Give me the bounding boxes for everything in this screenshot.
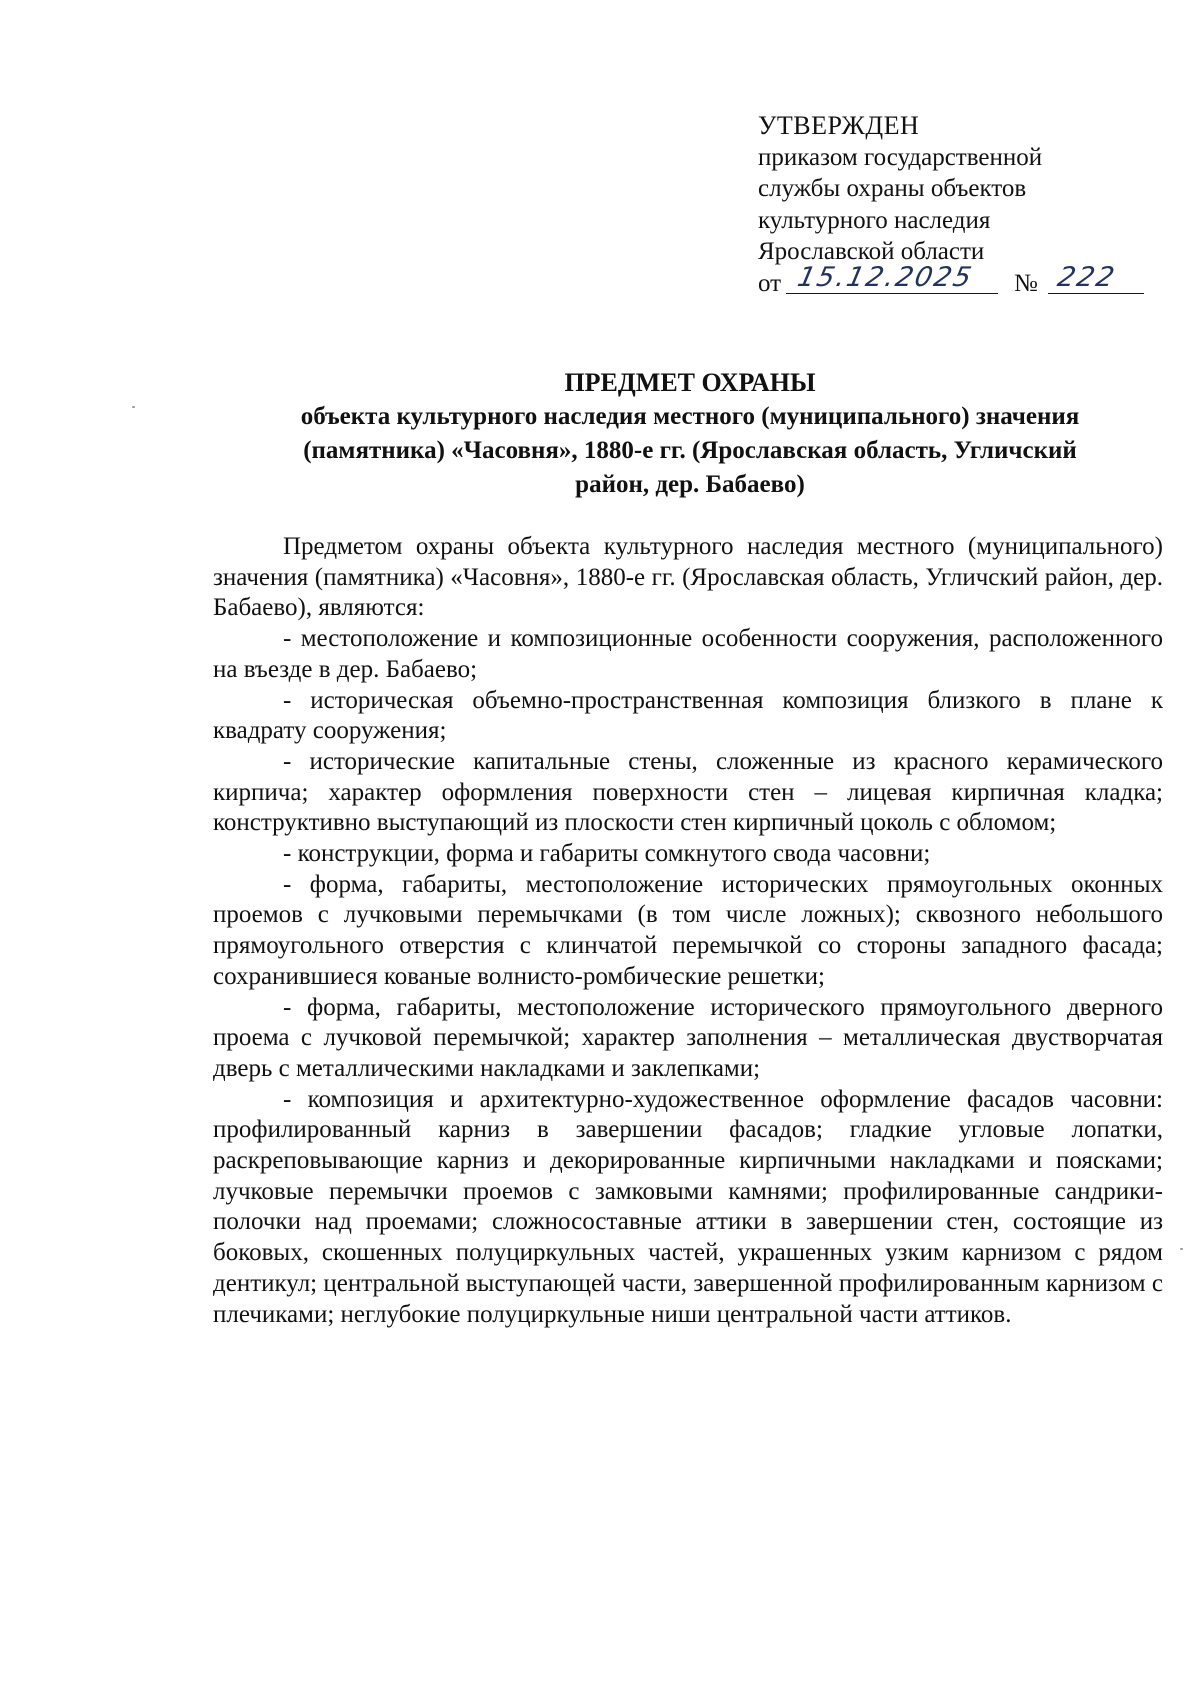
body-paragraph: Предметом охраны объекта культурного наследия местного (муниципального) значения (памятника) «Часовня», 1880-е гг. (Ярославская область, Угличский район, дер. Бабаево), являются: — [213, 533, 1163, 622]
body-paragraph: - исторические капитальные стены, сложенные из красного керамического кирпича; характер оформления поверхности стен – лицевая кирпичная кладка; конструктивно выступающий из плоскости стен кирпичный цоколь с обломом; — [213, 747, 1163, 837]
date-prefix: от — [758, 269, 782, 297]
approval-date-line — [758, 261, 1158, 302]
approval-line: Ярославской области — [758, 238, 985, 265]
approval-line: приказом государственной — [758, 143, 1043, 171]
approval-line: службы охраны объектов — [758, 175, 1027, 202]
approval-line: культурного наследия — [758, 206, 991, 234]
body-paragraph: - композиция и архитектурно-художественное оформление фасадов часовни: профилированный карниз в завершении фасадов; гладкие угловые лопатки, раскреповывающие карниз и декорированные кирпичными накладками и поясками; лучковые перемычки проемов с замковыми камнями; профилированные сандрики-полочки над проемами; сложносоставные аттики в завершении стен, состоящие из боковых, скошенных полуциркульных частей, украшенных узким карнизом с рядом дентикул; центральной выступающей части, завершенной профилированным карнизом с плечиками; неглубокие полуциркульные ниши центральной части аттиков. — [213, 1085, 1163, 1328]
scan-speck — [1180, 1248, 1183, 1250]
scan-speck — [132, 406, 135, 408]
document-heading — [210, 366, 1170, 502]
body-paragraph: - форма, габариты, местоположение исторических прямоугольных оконных проемов с лучковыми перемычками (в том числе ложных); сквозного небольшого прямоугольного отверстия с клинчатой перемычкой со стороны западного фасада; сохранившиеся кованые волнисто-ромбические решетки; — [213, 870, 1163, 990]
body-paragraph: - форма, габариты, местоположение исторического прямоугольного дверного проема с лучковой перемычкой; характер заполнения – металлическая двустворчатая дверь с металлическими накладками и заклепками; — [213, 993, 1163, 1082]
handwritten-date: 15.12.2025 — [794, 261, 976, 293]
number-prefix: № — [1014, 269, 1038, 297]
document-subtitle-line: район, дер. Бабаево) — [575, 471, 805, 498]
body-paragraph: - конструкции, форма и габариты сомкнутого свода часовни; — [283, 840, 931, 868]
approval-title: УТВЕРЖДЕН — [758, 111, 920, 140]
body-paragraph: - историческая объемно-пространственная композиция близкого в плане к квадрату сооружения; — [213, 686, 1163, 745]
document-subtitle-line: объекта культурного наследия местного (муниципального) значения — [300, 403, 1080, 430]
document-subtitle-line: (памятника) «Часовня», 1880-е гг. (Ярославская область, Угличский — [303, 437, 1077, 464]
approval-block — [758, 110, 1158, 302]
body-paragraph: - местоположение и композиционные особенности сооружения, расположенного на въезде в дер. Бабаево; — [213, 625, 1163, 683]
document-body — [213, 532, 1163, 1330]
handwritten-number: 222 — [1054, 261, 1119, 293]
document-title: ПРЕДМЕТ ОХРАНЫ — [564, 368, 816, 397]
